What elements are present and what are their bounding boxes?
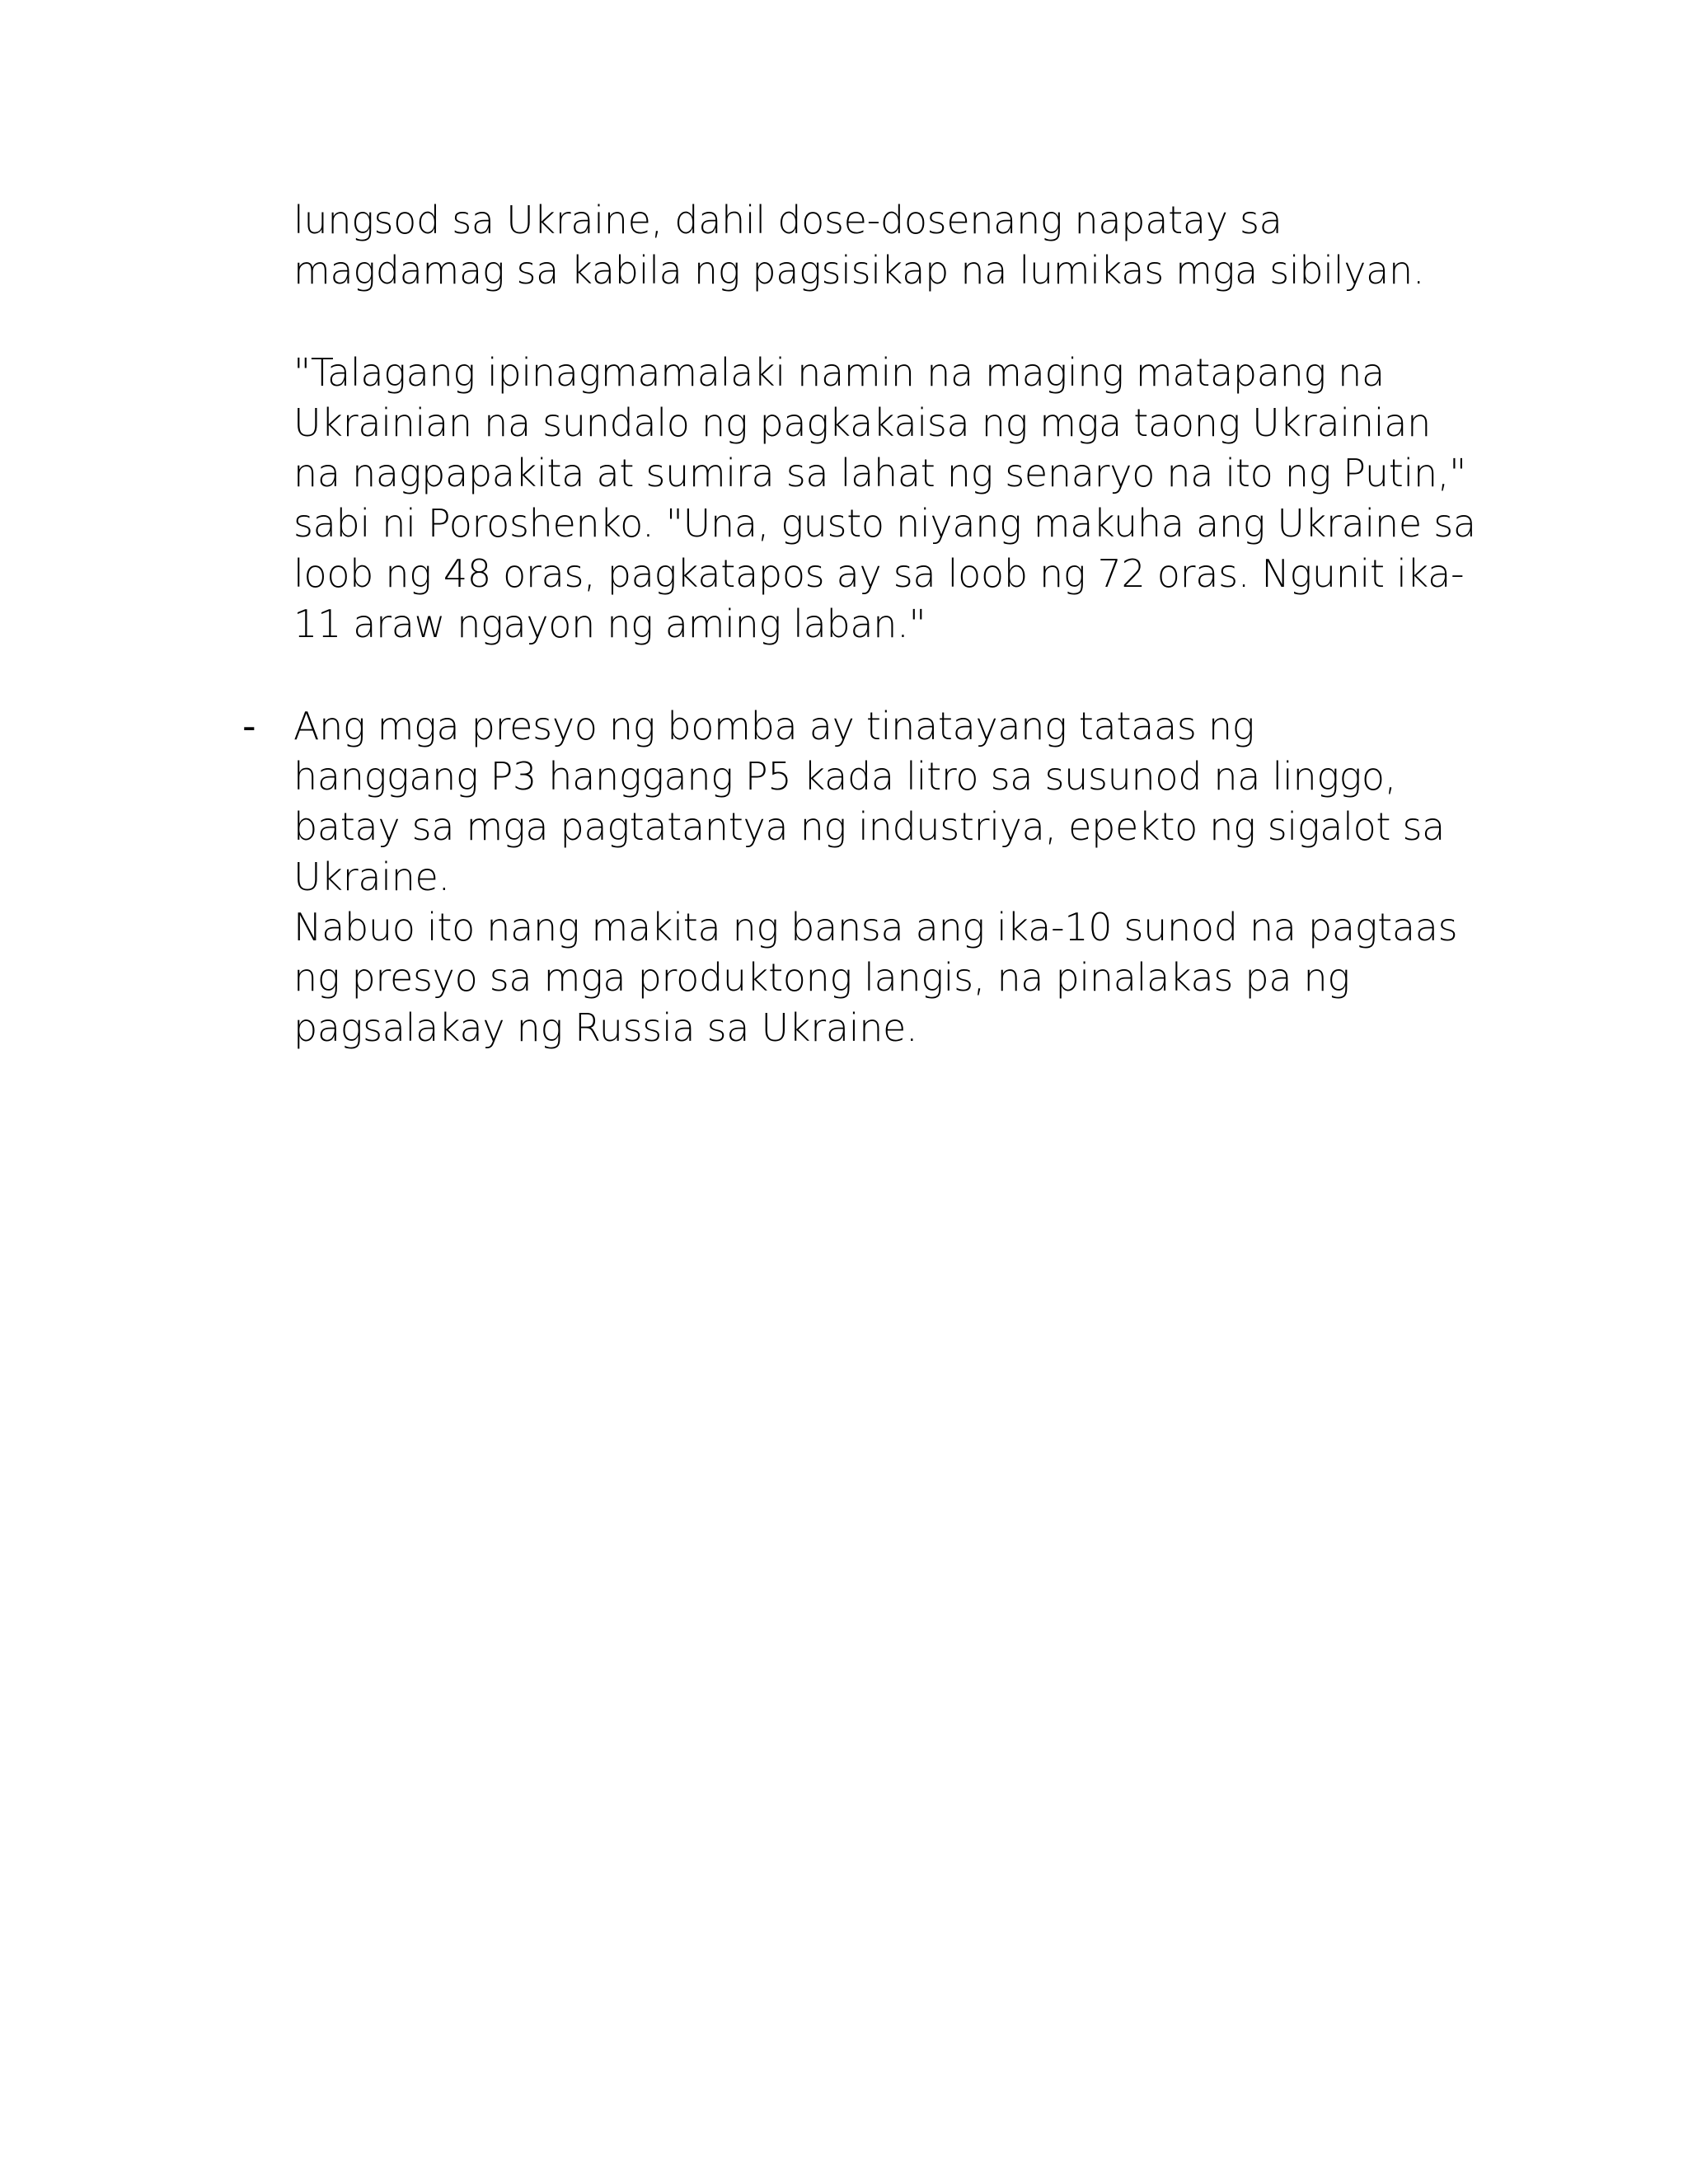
paragraph-2-line: 11 araw ngayon ng aming laban." [293,602,926,646]
bullet-item-line: Nabuo ito nang makita ng bansa ang ika-10 sunod na pagtaas [293,905,1458,949]
paragraph-2-line: loob ng 48 oras, pagkatapos ay sa loob ng 72 oras. Ngunit ika- [293,551,1465,596]
bullet-item-line: Ang mga presyo ng bomba ay tinatayang tataas ng [293,704,1255,748]
bullet-item-line: pagsalakay ng Russia sa Ukraine. [293,1005,918,1050]
bullet-item-line: batay sa mga pagtatantya ng industriya, epekto ng sigalot sa [293,804,1446,849]
paragraph-2-line: "Talagang ipinagmamalaki namin na maging matapang na [293,350,1385,395]
paragraph-2-line: na nagpapakita at sumira sa lahat ng senaryo na ito ng Putin," [293,451,1467,495]
paragraph-2-line: sabi ni Poroshenko. "Una, gusto niyang makuha ang Ukraine sa [293,501,1476,546]
paragraph-1-line: lungsod sa Ukraine, dahil dose-dosenang napatay sa [293,198,1282,242]
bullet-item-line: Ukraine. [293,855,450,899]
paragraph-2-line: Ukrainian na sundalo ng pagkakaisa ng mga taong Ukrainian [293,401,1431,445]
bullet-item-line: ng presyo sa mga produktong langis, na pinalakas pa ng [293,955,1350,1000]
bullet-item-line: hanggang P3 hanggang P5 kada litro sa susunod na linggo, [293,754,1397,799]
bullet-marker: - [242,704,256,748]
paragraph-1-line: magdamag sa kabila ng pagsisikap na lumikas mga sibilyan. [293,248,1425,293]
